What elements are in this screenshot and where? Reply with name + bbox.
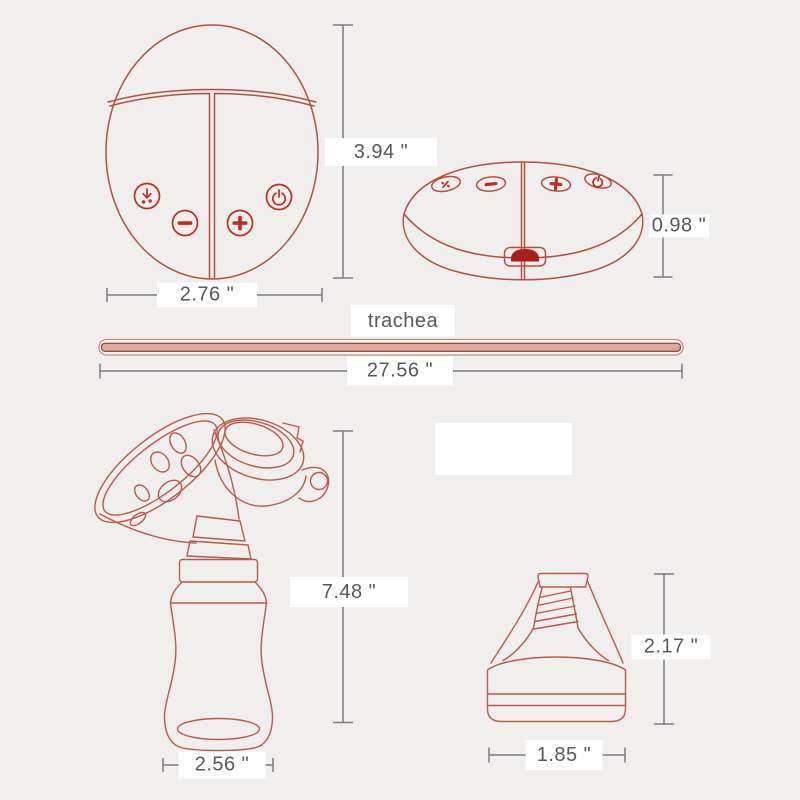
cap-ring bbox=[212, 412, 299, 477]
power-button bbox=[267, 185, 292, 210]
massage-petal bbox=[166, 430, 189, 456]
teat-base-ring-lines bbox=[488, 694, 626, 706]
motor-front-seam-left bbox=[110, 94, 210, 279]
motor-side-outline bbox=[403, 162, 643, 280]
minus-icon bbox=[178, 221, 193, 225]
nipple-threads bbox=[534, 591, 578, 629]
side-height-label: 0.98 " bbox=[649, 215, 709, 238]
tube-inner bbox=[102, 343, 681, 351]
cap-knob bbox=[311, 473, 328, 490]
trachea-tube bbox=[99, 340, 683, 356]
nipple-flare bbox=[503, 628, 609, 661]
teat-width-label: 1.85 " bbox=[526, 740, 603, 770]
motor-front-view bbox=[106, 25, 318, 279]
plus-button-side bbox=[541, 176, 571, 193]
blank-label-box bbox=[435, 423, 572, 475]
teat-base-ring bbox=[488, 657, 626, 722]
power-button-side bbox=[583, 171, 612, 190]
trachea-label: trachea bbox=[351, 305, 455, 337]
minus-icon bbox=[484, 182, 497, 187]
plus-button bbox=[228, 211, 253, 236]
letdown-button-side bbox=[430, 174, 461, 194]
motor-side-seam bbox=[522, 163, 525, 280]
teat-outer-right bbox=[588, 581, 624, 663]
tube-length-label: 27.56 " bbox=[347, 357, 453, 386]
letdown-button bbox=[135, 184, 160, 209]
letdown-drop-dot bbox=[441, 182, 444, 185]
plus-icon bbox=[238, 216, 242, 231]
letdown-drop-dot bbox=[142, 200, 145, 203]
massage-petal bbox=[177, 452, 204, 481]
teat-outer-left bbox=[491, 581, 539, 663]
teat-tip-cap bbox=[538, 574, 588, 588]
bottle-width-label: 2.56 " bbox=[179, 752, 266, 779]
teat-height-label: 2.17 " bbox=[632, 635, 711, 660]
usb-port-icon bbox=[511, 249, 539, 262]
bottle bbox=[165, 516, 273, 751]
pump-neck bbox=[193, 516, 245, 541]
funnel-cone-lower bbox=[100, 514, 196, 543]
massage-petal bbox=[132, 482, 153, 504]
power-icon bbox=[592, 175, 604, 188]
minus-button bbox=[173, 211, 198, 236]
pump-assembly bbox=[79, 395, 329, 751]
teat-cap bbox=[488, 574, 626, 722]
minus-button-side bbox=[476, 176, 506, 193]
motor-front-outline bbox=[106, 25, 318, 279]
front-width-label: 2.76 " bbox=[157, 283, 257, 308]
bottle-shoulder bbox=[171, 582, 267, 603]
funnel-cone-inner bbox=[214, 430, 239, 519]
bottle-collar bbox=[180, 560, 258, 583]
bottle-body bbox=[165, 603, 273, 751]
letdown-icon bbox=[143, 189, 151, 198]
motor-side-view bbox=[403, 162, 643, 280]
massage-petal bbox=[147, 448, 173, 475]
front-height-label: 3.94 " bbox=[325, 138, 437, 166]
diaphragm-cap bbox=[205, 408, 329, 507]
funnel-rim-inner bbox=[90, 406, 230, 530]
plus-icon bbox=[554, 177, 559, 190]
pump-neck-lower bbox=[187, 541, 251, 559]
letdown-drop-dot bbox=[149, 199, 152, 202]
motor-front-seam-right bbox=[215, 94, 315, 279]
bottle-base bbox=[178, 719, 260, 740]
letdown-drop-dot bbox=[447, 184, 450, 187]
pump-height-label: 7.48 " bbox=[290, 577, 408, 607]
